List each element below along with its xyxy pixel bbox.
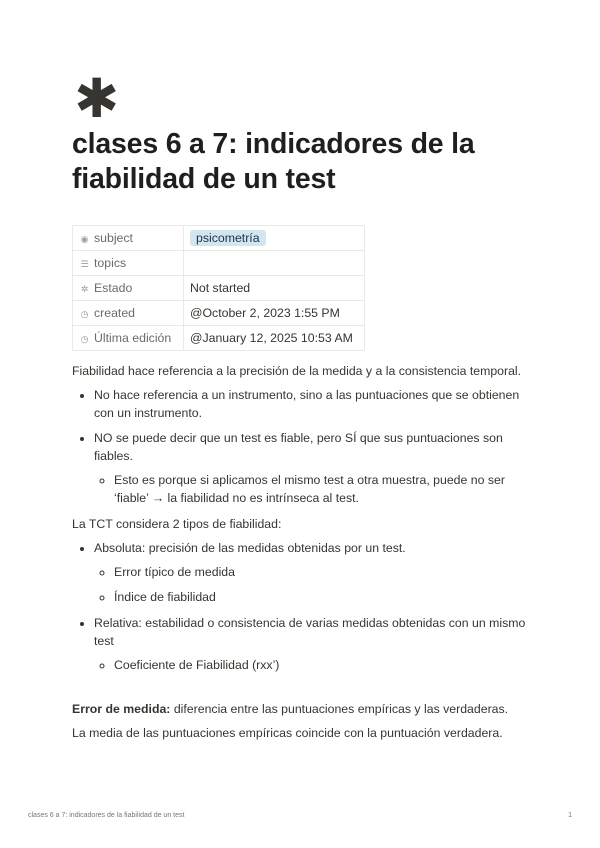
subject-tag[interactable]: psicometría <box>190 230 266 246</box>
page-number: 1 <box>568 812 572 819</box>
list-item-text: Absoluta: precisión de las medidas obtenidas por un test. <box>94 541 406 555</box>
spacer <box>72 682 532 700</box>
list-item-text: Relativa: estabilidad o consistencia de varias medidas obtenidas con un mismo test <box>94 616 526 648</box>
list-item <box>94 614 532 674</box>
page-body <box>72 362 532 748</box>
property-row-subject <box>73 226 365 251</box>
list-item: ◦ Índice de fiabilidad <box>114 588 532 606</box>
list-item: ◦ Coeficiente de Fiabilidad (rxx’) <box>114 656 532 674</box>
properties-table <box>72 225 365 351</box>
property-row-estado <box>73 276 365 301</box>
list-item <box>94 539 532 606</box>
property-label: topics <box>94 256 127 270</box>
clock-icon: ◷ <box>80 334 89 344</box>
property-label: Estado <box>94 281 133 295</box>
property-row-ultima-edicion <box>73 326 365 351</box>
created-value: @October 2, 2023 1:55 PM <box>184 301 365 326</box>
list-item: • No hace referencia a un instrumento, sino a las puntuaciones que se obtienen con un instrumento. <box>94 386 532 422</box>
clock-icon: ◷ <box>80 309 89 319</box>
nested-list <box>94 656 532 674</box>
page-title: clases 6 a 7: indicadores de la fiabilidad de un test <box>72 128 475 195</box>
paragraph <box>72 700 532 718</box>
list-icon: ☰ <box>80 259 89 269</box>
list-item <box>94 429 532 507</box>
nested-list <box>94 471 532 507</box>
paragraph: La TCT considera 2 tipos de fiabilidad: <box>72 517 282 531</box>
property-label: subject <box>94 231 133 245</box>
paragraph: La media de las puntuaciones empíricas coincide con la puntuación verdadera. <box>72 726 503 740</box>
property-label: Última edición <box>94 331 172 345</box>
list-item: ◦ Error típico de medida <box>114 563 532 581</box>
bullet-list <box>72 539 532 674</box>
paragraph: Fiabilidad hace referencia a la precisión de la medida y a la consistencia temporal. <box>72 364 522 378</box>
radio-icon: ◉ <box>80 234 89 244</box>
page-footer <box>28 812 572 819</box>
property-row-topics <box>73 251 365 276</box>
loader-icon: ✲ <box>80 284 89 294</box>
ultima-edicion-value: @January 12, 2025 10:53 AM <box>184 326 365 351</box>
bold-term: Error de medida: <box>72 702 171 716</box>
property-label: created <box>94 306 136 320</box>
bullet-list <box>72 386 532 507</box>
property-row-created <box>73 301 365 326</box>
footer-title: clases 6 a 7: indicadores de la fiabilidad de un test <box>28 812 185 819</box>
list-item-text: NO se puede decir que un test es fiable, pero SÍ que sus puntuaciones son fiables. <box>94 431 503 463</box>
list-item: ◦ Esto es porque si aplicamos el mismo test a otra muestra, puede no ser ‘fiable’ → la fiabilidad no es intrínseca al test. <box>114 471 532 507</box>
topics-value[interactable] <box>184 251 365 276</box>
estado-value[interactable]: Not started <box>184 276 365 301</box>
nested-list <box>94 563 532 606</box>
asterisk-icon: ✱ <box>74 67 120 130</box>
paragraph-text: diferencia entre las puntuaciones empíricas y las verdaderas. <box>170 702 509 716</box>
